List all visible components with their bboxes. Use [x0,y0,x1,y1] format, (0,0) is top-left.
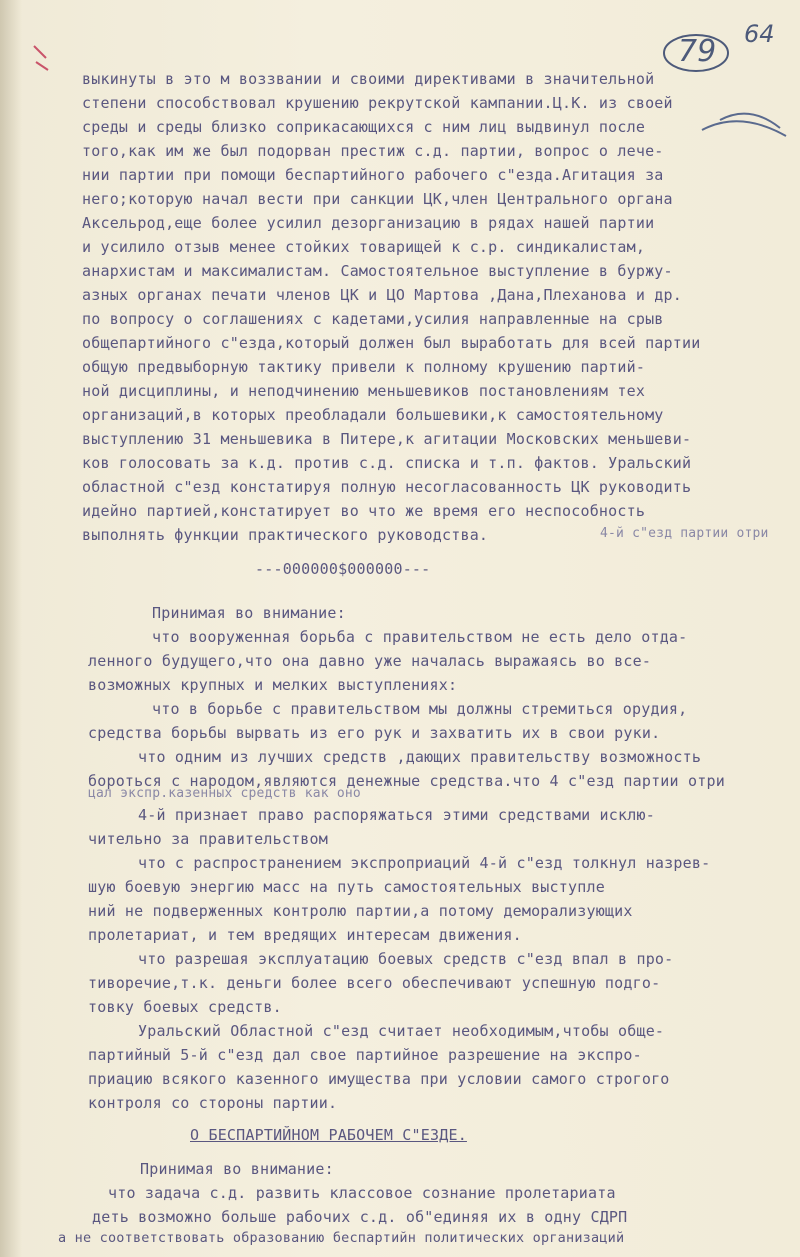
paragraph-2-line: чительно за правительством [88,830,328,848]
paragraph-2-line: ленного будущего,что она давно уже началась выражаясь во все- [88,652,652,670]
separator-line: ---000000$000000--- [255,560,431,578]
archive-folio-number [660,30,732,76]
paragraph-1-line: по вопросу о соглашениях с кадетами,усилия направленные на срыв [82,310,664,328]
faint-overtyped-text: цал экспр.казенных средств как оно [88,786,361,801]
paragraph-2-line: товку боевых средств. [88,998,282,1016]
paragraph-1-line: ков голосовать за к.д. против с.д. списка и т.п. фактов. Уральский [82,454,692,472]
paragraph-2-line: приацию всякого казенного имущества при условии самого строгого [88,1070,670,1088]
paragraph-1-line: того,как им же был подорван престиж с.д. партии, вопрос о лече- [82,142,664,160]
paragraph-2-line: 4-й признает право распоряжаться этими средствами исклю- [138,806,655,824]
red-margin-mark [30,40,52,80]
paragraph-1-line: анархистам и максималистам. Самостоятельное выступление в буржу- [82,262,673,280]
paragraph-1-line: него;которую начал вести при санкции ЦК,член Центрального органа [82,190,673,208]
section-heading: О БЕСПАРТИЙНОМ РАБОЧЕМ С"ЕЗДЕ. [190,1126,467,1144]
page-edge-shadow [0,0,22,1257]
paragraph-1-line: общую предвыборную тактику привели к полному крушению партий- [82,358,646,376]
paragraph-3-line: Принимая во внимание: [140,1160,334,1178]
paragraph-1-line: нии партии при помощи беспартийного рабочего с"езда.Агитация за [82,166,664,184]
paragraph-2-line: бороться с народом,являются денежные средства.что 4 с"езд партии отри [88,772,725,790]
paragraph-2-line: средства борьбы вырвать из его рук и захватить их в свои руки. [88,724,661,742]
paragraph-1-line: областной с"езд констатируя полную несогласованность ЦК руководить [82,478,692,496]
page-number: 64 [744,20,775,48]
paragraph-1-line: и усилило отзыв менее стойких товарищей к с.р. синдикалистам, [82,238,646,256]
paragraph-1-line: Аксельрод,еще более усилил дезорганизацию в рядах нашей партии [82,214,655,232]
paragraph-2-line: что с распространением экспроприаций 4-й с"езд толкнул назрев- [138,854,711,872]
folio-stamp-number: 79 [678,34,717,69]
paragraph-2-line: ний не подверженных контролю партии,а потому деморализующих [88,902,633,920]
paragraph-2-line: возможных крупных и мелких выступлениях: [88,676,458,694]
paragraph-1-line: организаций,в которых преобладали большевики,к самостоятельному [82,406,664,424]
paragraph-1-line: выполнять функции практического руководства. [82,526,489,544]
paragraph-2-line: пролетариат, и тем вредящих интересам движения. [88,926,522,944]
paragraph-2-line: что одним из лучших средств ,дающих правительству возможность [138,748,702,766]
paragraph-2-line: что вооруженная борьба с правительством не есть дело отда- [152,628,688,646]
paragraph-2-line: контроля со стороны партии. [88,1094,338,1112]
paragraph-2-line: тиворечие,т.к. деньги более всего обеспечивают успешную подго- [88,974,661,992]
paragraph-1-line: среды и среды близко соприкасающихся с ним лиц выдвинул после [82,118,646,136]
faint-overtyped-text: 4-й с"езд партии отри [600,526,769,541]
paragraph-1-line: идейно партией,констатирует во что же время его неспособность [82,502,646,520]
paragraph-1-line: общепартийного с"езда,который должен был выработать для всей партии [82,334,701,352]
paragraph-2-line: что в борьбе с правительством мы должны стремиться орудия, [152,700,688,718]
paragraph-1-line: азных органах печати членов ЦК и ЦО Мартова ,Дана,Плеханова и др. [82,286,682,304]
paragraph-3-line: деть возможно больше рабочих с.д. об"единяя их в одну СДРП [92,1208,628,1226]
pen-scribble-mark [700,100,790,146]
paragraph-2-line: Уральский Областной с"езд считает необходимым,чтобы обще- [138,1022,665,1040]
paragraph-1-line: степени способствовал крушению рекрутской кампании.Ц.К. из своей [82,94,673,112]
paragraph-3-line: что задача с.д. развить классовое сознание пролетариата [108,1184,616,1202]
paragraph-1-line: ной дисциплины, и неподчинению меньшевиков постановлениям тех [82,382,646,400]
paragraph-2-line: шую боевую энергию масс на путь самостоятельных выступле [88,878,605,896]
paragraph-1-line: выкинуты в это м воззвании и своими директивами в значительной [82,70,655,88]
paragraph-2-line: что разрешая эксплуатацию боевых средств с"езд впал в про- [138,950,674,968]
paragraph-2-line: партийный 5-й с"езд дал свое партийное разрешение на экспро- [88,1046,642,1064]
paragraph-1-line: выступлению 31 меньшевика в Питере,к агитации Московских меньшеви- [82,430,692,448]
paragraph-3-line: а не соответствовать образованию беспартийн политических организаций [58,1230,625,1246]
paragraph-2-line: Принимая во внимание: [152,604,346,622]
